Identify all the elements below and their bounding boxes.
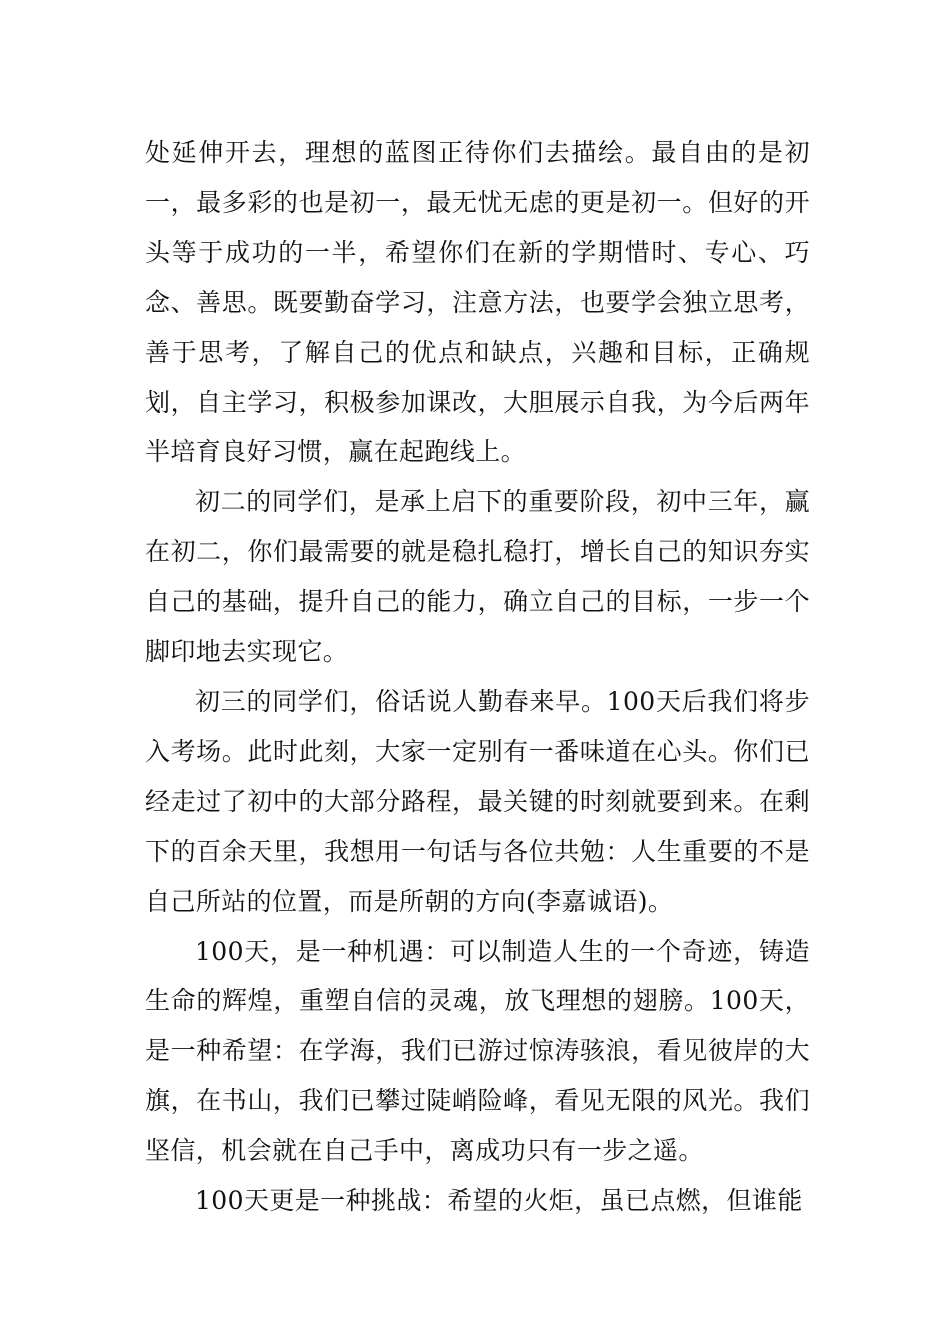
document-body (145, 128, 810, 1226)
paragraph-5: 100天更是一种挑战：希望的火炬，虽已点燃，但谁能 (195, 1186, 803, 1216)
paragraph-3: 初三的同学们，俗话说人勤春来早。100天后我们将步入考场。此时此刻，大家一定别有一番味道在心头。你们已经走过了初中的大部分路程，最关键的时刻就要到来。在剩下的百余天里，我想用一句话与各位共勉：人生重要的不是自己所站的位置，而是所朝的方向(李嘉诚语)。 (145, 686, 810, 916)
paragraph-4: 100天，是一种机遇：可以制造人生的一个奇迹，铸造生命的辉煌，重塑自信的灵魂，放飞理想的翅膀。100天，是一种希望：在学海，我们已游过惊涛骇浪，看见彼岸的大旗，在书山，我们已攀过陡峭险峰，看见无限的风光。我们坚信，机会就在自己手中，离成功只有一步之遥。 (145, 936, 810, 1166)
paragraph-1: 处延伸开去，理想的蓝图正待你们去描绘。最自由的是初一，最多彩的也是初一，最无忧无虑的更是初一。但好的开头等于成功的一半，希望你们在新的学期惜时、专心、巧念、善思。既要勤奋学习，注意方法，也要学会独立思考，善于思考，了解自己的优点和缺点，兴趣和目标，正确规划，自主学习，积极参加课改，大胆展示自我，为今后两年半培育良好习惯，赢在起跑线上。 (145, 138, 810, 467)
paragraph-2: 初二的同学们，是承上启下的重要阶段，初中三年，赢在初二，你们最需要的就是稳扎稳打，增长自己的知识夯实自己的基础，提升自己的能力，确立自己的目标，一步一个脚印地去实现它。 (145, 487, 810, 667)
